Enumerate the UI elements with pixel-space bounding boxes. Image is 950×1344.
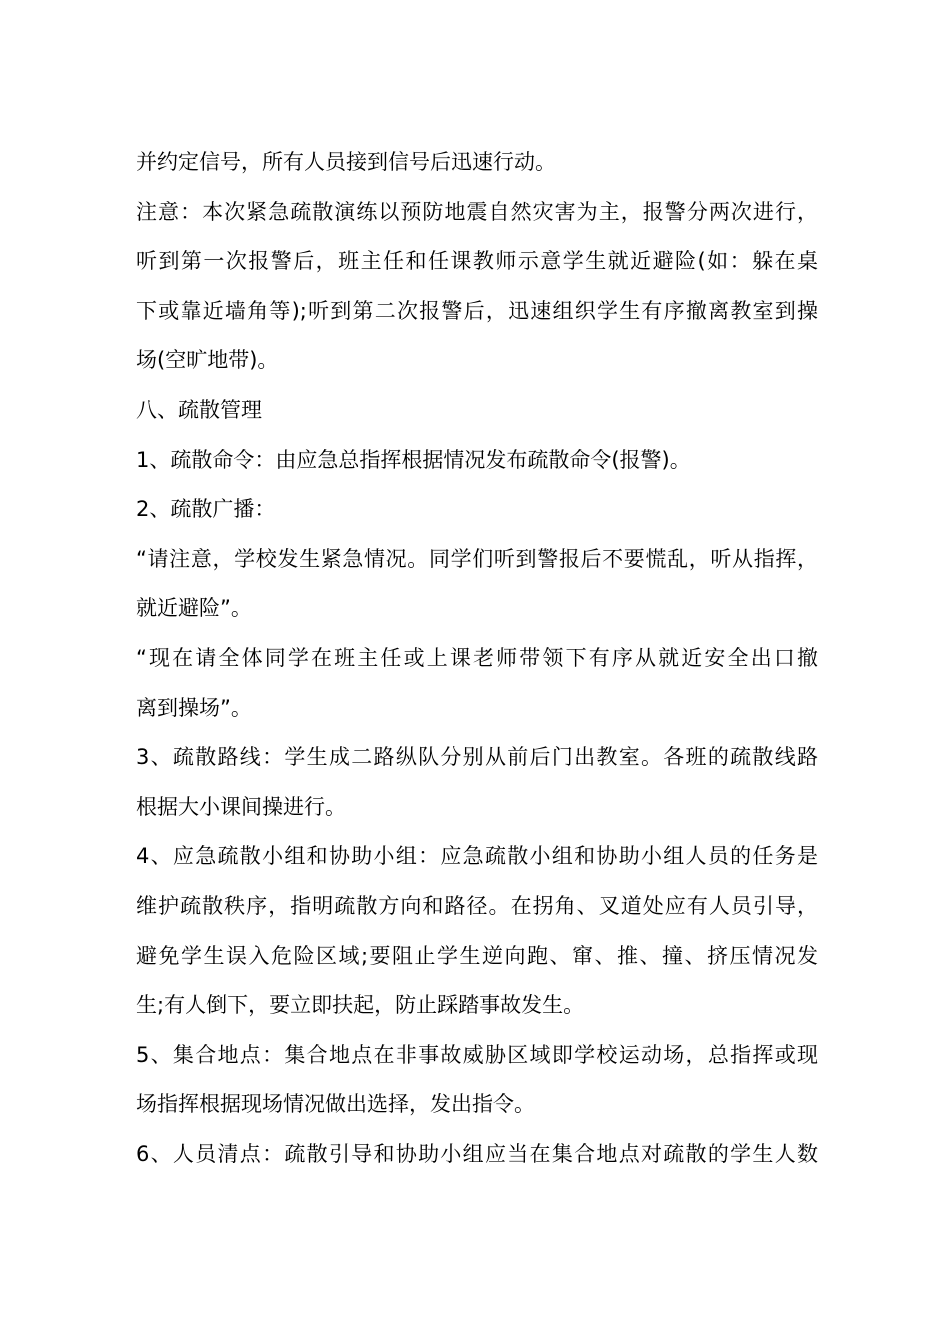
text-line: 3、疏散路线：学生成二路纵队分别从前后门出教室。各班的疏散线路: [136, 745, 818, 770]
text-line: 维护疏散秩序，指明疏散方向和路径。在拐角、叉道处应有人员引导，: [136, 893, 818, 918]
text-line: 4、应急疏散小组和协助小组：应急疏散小组和协助小组人员的任务是: [136, 844, 818, 869]
text-line: 离到操场”。: [136, 695, 252, 720]
text-line: “请注意，学校发生紧急情况。同学们听到警报后不要慌乱，听从指挥，: [136, 546, 818, 571]
text-line: “现在请全体同学在班主任或上课老师带领下有序从就近安全出口撤: [136, 645, 818, 670]
text-line: 注意：本次紧急疏散演练以预防地震自然灾害为主，报警分两次进行，: [136, 199, 818, 224]
text-line: 场(空旷地带)。: [136, 348, 279, 373]
text-line: 6、人员清点：疏散引导和协助小组应当在集合地点对疏散的学生人数: [136, 1141, 818, 1166]
text-line: 就近避险”。: [136, 596, 252, 621]
text-line: 八、疏散管理: [136, 397, 262, 422]
text-line: 场指挥根据现场情况做出选择，发出指令。: [136, 1092, 535, 1117]
text-line: 1、疏散命令：由应急总指挥根据情况发布疏散命令(报警)。: [136, 447, 691, 472]
text-line: 5、集合地点：集合地点在非事故威胁区域即学校运动场，总指挥或现: [136, 1042, 818, 1067]
text-line: 2、疏散广播：: [136, 497, 276, 522]
text-line: 下或靠近墙角等);听到第二次报警后，迅速组织学生有序撤离教室到操: [136, 298, 818, 323]
text-line: 听到第一次报警后，班主任和任课教师示意学生就近避险(如：躲在桌: [136, 249, 818, 274]
text-line: 并约定信号，所有人员接到信号后迅速行动。: [136, 150, 556, 174]
text-line: 根据大小课间操进行。: [136, 794, 346, 819]
document-body: [136, 138, 818, 1179]
text-line: 避免学生误入危险区域;要阻止学生逆向跑、窜、推、撞、挤压情况发: [136, 943, 818, 968]
text-line: 生;有人倒下，要立即扶起，防止踩踏事故发生。: [136, 993, 585, 1018]
